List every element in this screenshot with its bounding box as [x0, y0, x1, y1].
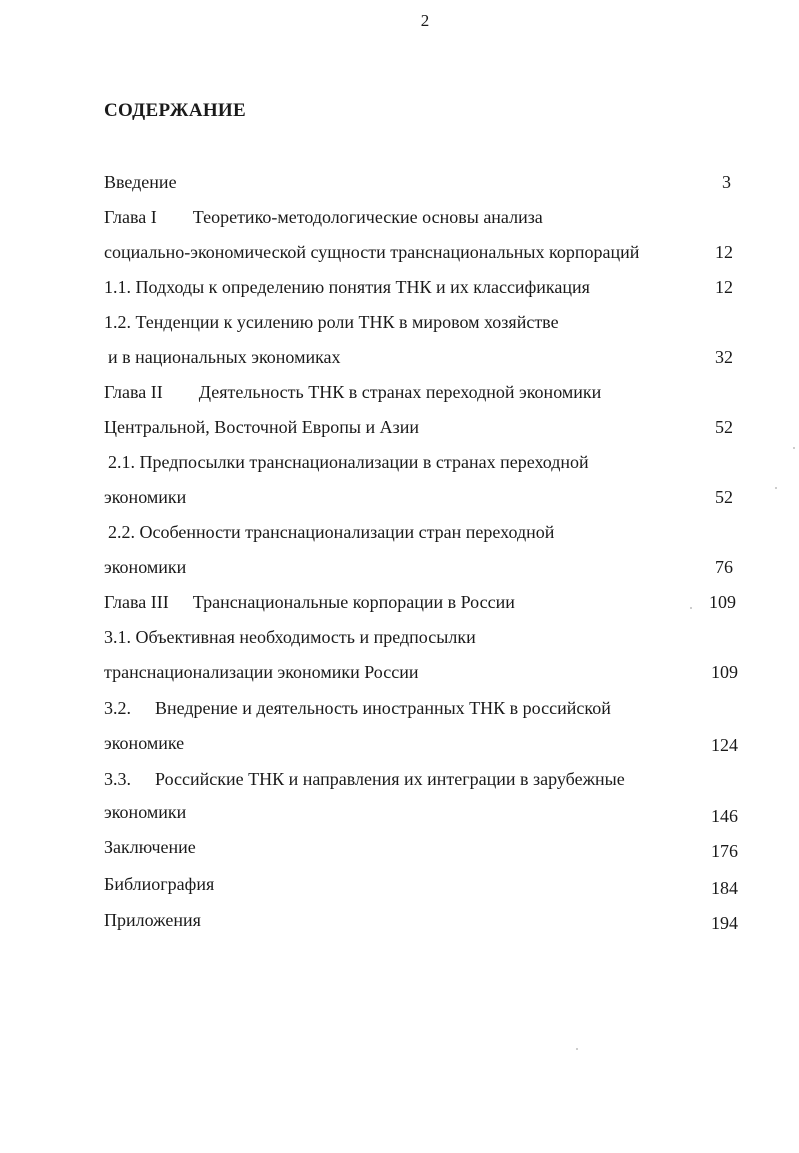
- scan-speck: [576, 1048, 578, 1050]
- toc-page-section-3-3: 146: [711, 806, 738, 826]
- toc-page-section-1-1: 12: [715, 277, 733, 297]
- section-3-2-prefix: 3.2.: [104, 698, 131, 718]
- scan-speck: [775, 487, 777, 489]
- toc-entry-chapter-2: [104, 382, 601, 403]
- toc-entry-section-3-1: 3.1. Объективная необходимость и предпосылки: [104, 627, 476, 647]
- page-number: 2: [420, 11, 430, 30]
- toc-entry-section-1-2: 1.2. Тенденции к усилению роли ТНК в мировом хозяйстве: [104, 312, 559, 332]
- toc-page-chapter-1: 12: [715, 242, 733, 262]
- toc-page-section-2-2: 76: [715, 557, 733, 577]
- toc-entry-section-3-3: [104, 769, 625, 790]
- toc-entry-chapter-1: [104, 207, 543, 228]
- chapter-1-title-line1: Теоретико-методологические основы анализа: [192, 207, 543, 227]
- toc-entry-conclusion: Заключение: [104, 837, 196, 857]
- toc-entry-intro: Введение: [104, 172, 177, 192]
- toc-page-appendices: 194: [711, 913, 738, 933]
- toc-entry-section-3-2: [104, 698, 611, 719]
- section-3-2-line1: Внедрение и деятельность иностранных ТНК в российской: [155, 698, 611, 718]
- section-3-3-line1: Российские ТНК и направления их интеграции в зарубежные: [155, 769, 625, 789]
- toc-page-chapter-3: 109: [709, 592, 736, 612]
- section-2-1-line2: экономики: [104, 487, 187, 507]
- scan-speck: [793, 447, 795, 449]
- toc-page-section-1-2: 32: [715, 347, 733, 367]
- chapter-3-title-line1: Транснациональные корпорации в России: [192, 592, 515, 612]
- chapter-1-title-line2: социально-экономической сущности транснациональных корпораций: [104, 242, 640, 262]
- toc-entry-appendices: Приложения: [104, 910, 201, 930]
- section-1-2-line2: и в национальных экономиках: [108, 347, 341, 367]
- chapter-2-title-line1: Деятельность ТНК в странах переходной экономики: [198, 382, 602, 402]
- chapter-2-title-line2: Центральной, Восточной Европы и Азии: [104, 417, 419, 437]
- section-3-3-prefix: 3.3.: [104, 769, 131, 789]
- chapter-2-prefix: Глава II: [104, 382, 163, 402]
- chapter-1-prefix: Глава I: [104, 207, 157, 227]
- toc-page-section-3-1: 109: [711, 662, 738, 682]
- toc-page-conclusion: 176: [711, 841, 738, 861]
- toc-entry-chapter-3: [104, 592, 515, 613]
- toc-entry-section-1-1: 1.1. Подходы к определению понятия ТНК и их классификация: [104, 277, 590, 297]
- scan-speck: [690, 607, 692, 609]
- toc-entry-section-2-1: 2.1. Предпосылки транснационализации в странах переходной: [108, 452, 589, 472]
- toc-page-section-3-2: 124: [711, 735, 738, 755]
- toc-entry-bibliography: Библиография: [104, 874, 215, 894]
- toc-page-chapter-2: 52: [715, 417, 733, 437]
- chapter-3-prefix: Глава III: [104, 592, 169, 612]
- toc-page-intro: 3: [722, 172, 731, 192]
- page-title: СОДЕРЖАНИЕ: [104, 100, 246, 121]
- section-3-3-line2: экономики: [104, 802, 187, 822]
- section-2-2-line2: экономики: [104, 557, 187, 577]
- toc-page-section-2-1: 52: [715, 487, 733, 507]
- toc-page-bibliography: 184: [711, 878, 738, 898]
- section-3-1-line2: транснационализации экономики России: [104, 662, 419, 682]
- toc-entry-section-2-2: 2.2. Особенности транснационализации стран переходной: [108, 522, 555, 542]
- section-3-2-line2: экономике: [104, 733, 185, 753]
